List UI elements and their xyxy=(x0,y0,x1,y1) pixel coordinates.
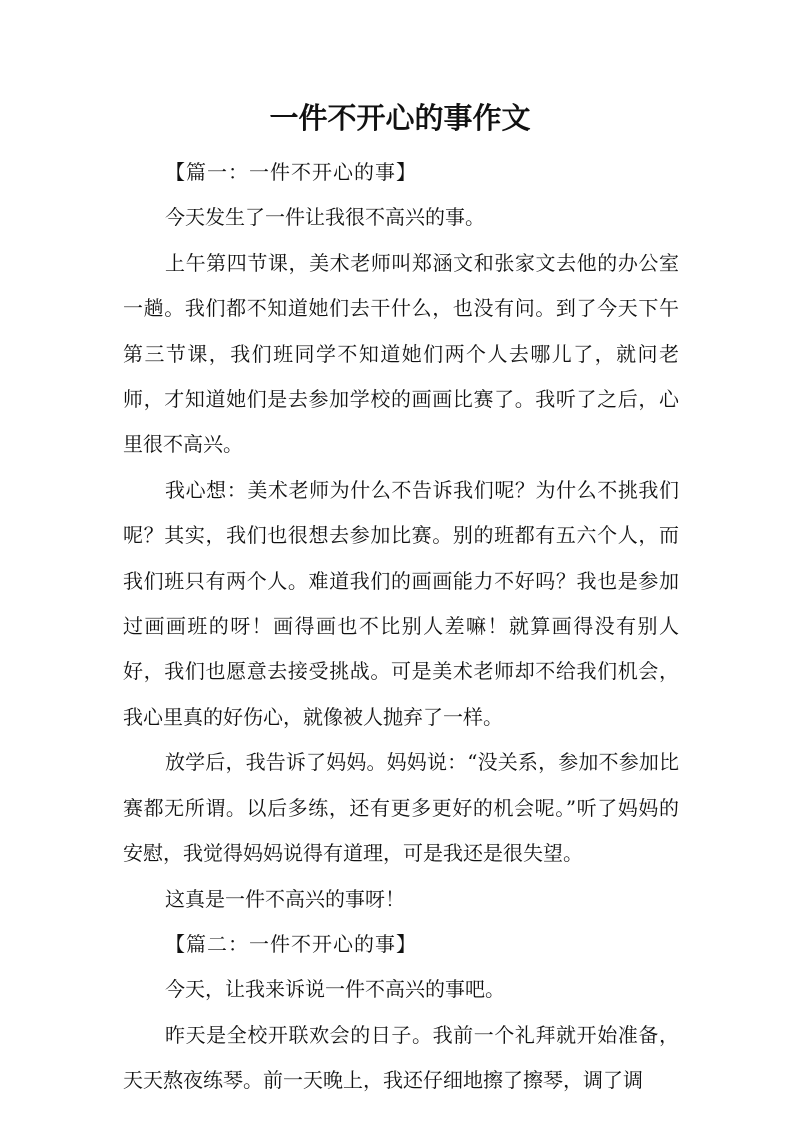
section-heading-1: 【篇一：一件不开心的事】 xyxy=(165,160,417,184)
paragraph: 这真是一件不高兴的事呀！ xyxy=(165,886,405,911)
document-title: 一件不开心的事作文 xyxy=(269,101,531,135)
paragraph: 上午第四节课，美术老师叫郑涵文和张家文去他的办公室一趟。我们都不知道她们去干什么，也没有问。到了今天下午第三节课，我们班同学不知道她们两个人去哪儿了，就问老师，才知道她们是去参加学校的画画比赛了。我听了之后，心里很不高兴。 xyxy=(123,250,679,457)
section-heading-2: 【篇二：一件不开心的事】 xyxy=(165,931,417,956)
paragraph: 我心想：美术老师为什么不告诉我们呢？为什么不挑我们呢？其实，我们也很想去参加比赛。别的班都有五六个人，而我们班只有两个人。难道我们的画画能力不好吗？我也是参加过画画班的呀！画得画也不比别人差嘛！就算画得没有别人好，我们也愿意去接受挑战。可是美术老师却不给我们机会，我心里真的好伤心，就像被人抛弃了一样。 xyxy=(123,477,679,729)
paragraph: 今天发生了一件让我很不高兴的事。 xyxy=(165,205,485,230)
paragraph: 放学后，我告诉了妈妈。妈妈说：“没关系，参加不参加比赛都无所谓。以后多练，还有更多更好的机会呢。”听了妈妈的安慰，我觉得妈妈说得有道理，可是我还是很失望。 xyxy=(123,750,679,866)
document-body xyxy=(123,150,679,1104)
paragraph: 今天，让我来诉说一件不高兴的事吧。 xyxy=(165,977,505,1002)
paragraph: 昨天是全校开联欢会的日子。我前一个礼拜就开始准备，天天熬夜练琴。前一天晚上，我还仔细地擦了擦琴，调了调 xyxy=(123,1022,679,1093)
